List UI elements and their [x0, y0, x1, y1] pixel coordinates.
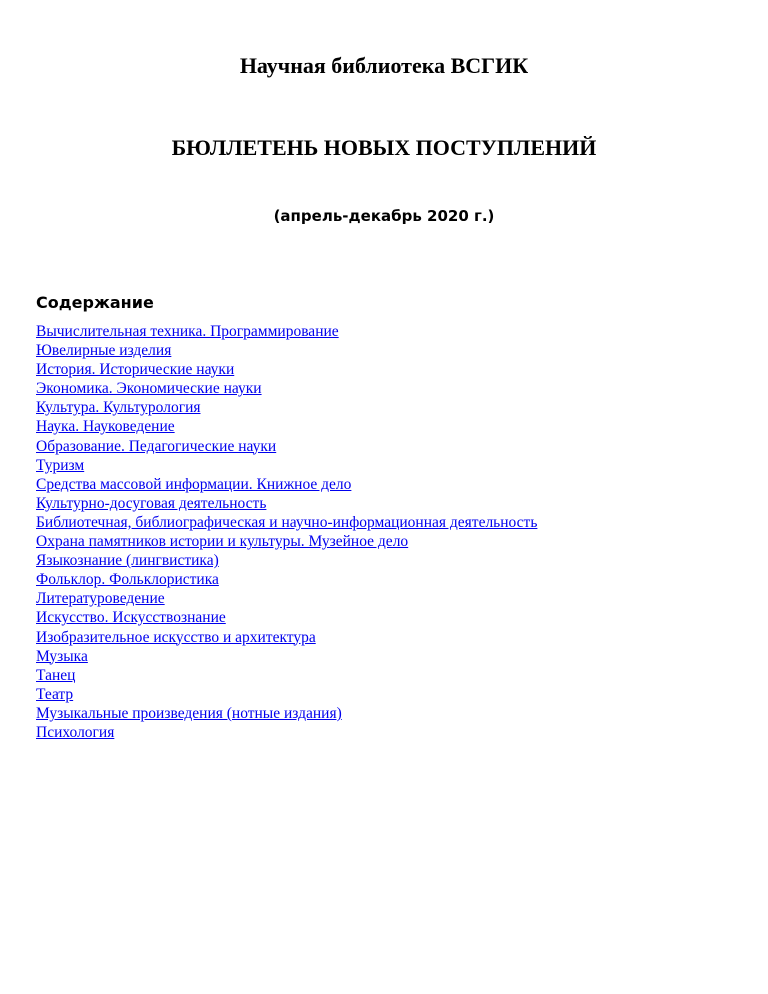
- toc-link-tourism[interactable]: Туризм: [36, 456, 85, 474]
- toc-item: [36, 551, 537, 570]
- toc-link-psychology[interactable]: Психология: [36, 723, 115, 741]
- toc-item: [36, 608, 537, 627]
- toc-item: [36, 666, 537, 685]
- toc-link-art-studies[interactable]: Искусство. Искусствознание: [36, 609, 226, 627]
- toc-link-sheet-music[interactable]: Музыкальные произведения (нотные издания): [36, 704, 342, 722]
- toc-link-linguistics[interactable]: Языкознание (лингвистика): [36, 552, 219, 570]
- toc-item: [36, 589, 537, 608]
- bulletin-title: БЮЛЛЕТЕНЬ НОВЫХ ПОСТУПЛЕНИЙ: [171, 135, 597, 160]
- toc-item: [36, 685, 537, 704]
- toc-item: [36, 322, 537, 341]
- toc-link-folklore[interactable]: Фольклор. Фольклористика: [36, 571, 219, 589]
- toc-link-literary-studies[interactable]: Литературоведение: [36, 590, 165, 608]
- toc-item: [36, 723, 537, 742]
- toc-link-science[interactable]: Наука. Науковедение: [36, 418, 175, 436]
- toc-item: [36, 704, 537, 723]
- bulletin-period: (апрель-декабрь 2020 г.): [273, 207, 495, 225]
- table-of-contents: [36, 322, 537, 742]
- toc-item: [36, 570, 537, 589]
- toc-link-theatre[interactable]: Театр: [36, 685, 74, 703]
- toc-item: [36, 437, 537, 456]
- toc-link-fine-art-architecture[interactable]: Изобразительное искусство и архитектура: [36, 628, 316, 646]
- toc-link-mass-media[interactable]: Средства массовой информации. Книжное дело: [36, 475, 352, 493]
- toc-link-music[interactable]: Музыка: [36, 647, 88, 665]
- library-title: Научная библиотека ВСГИК: [239, 53, 529, 78]
- toc-item: [36, 379, 537, 398]
- toc-link-culture[interactable]: Культура. Культурология: [36, 399, 201, 417]
- contents-heading: Содержание: [36, 293, 154, 312]
- toc-link-economics[interactable]: Экономика. Экономические науки: [36, 380, 262, 398]
- toc-item: [36, 513, 537, 532]
- toc-link-heritage-museums[interactable]: Охрана памятников истории и культуры. Музейное дело: [36, 533, 409, 551]
- toc-item: [36, 398, 537, 417]
- toc-item: [36, 456, 537, 475]
- toc-item: [36, 417, 537, 436]
- toc-link-history[interactable]: История. Исторические науки: [36, 361, 235, 379]
- toc-link-education[interactable]: Образование. Педагогические науки: [36, 437, 277, 455]
- toc-item: [36, 647, 537, 666]
- toc-link-leisure[interactable]: Культурно-досуговая деятельность: [36, 494, 267, 512]
- toc-item: [36, 628, 537, 647]
- toc-link-jewelry[interactable]: Ювелирные изделия: [36, 342, 172, 360]
- toc-item: [36, 475, 537, 494]
- toc-link-dance[interactable]: Танец: [36, 666, 76, 684]
- toc-item: [36, 341, 537, 360]
- toc-link-computing[interactable]: Вычислительная техника. Программирование: [36, 323, 339, 340]
- toc-link-library-science[interactable]: Библиотечная, библиографическая и научно-информационная деятельность: [36, 513, 538, 531]
- toc-item: [36, 532, 537, 551]
- toc-item: [36, 494, 537, 513]
- toc-item: [36, 360, 537, 379]
